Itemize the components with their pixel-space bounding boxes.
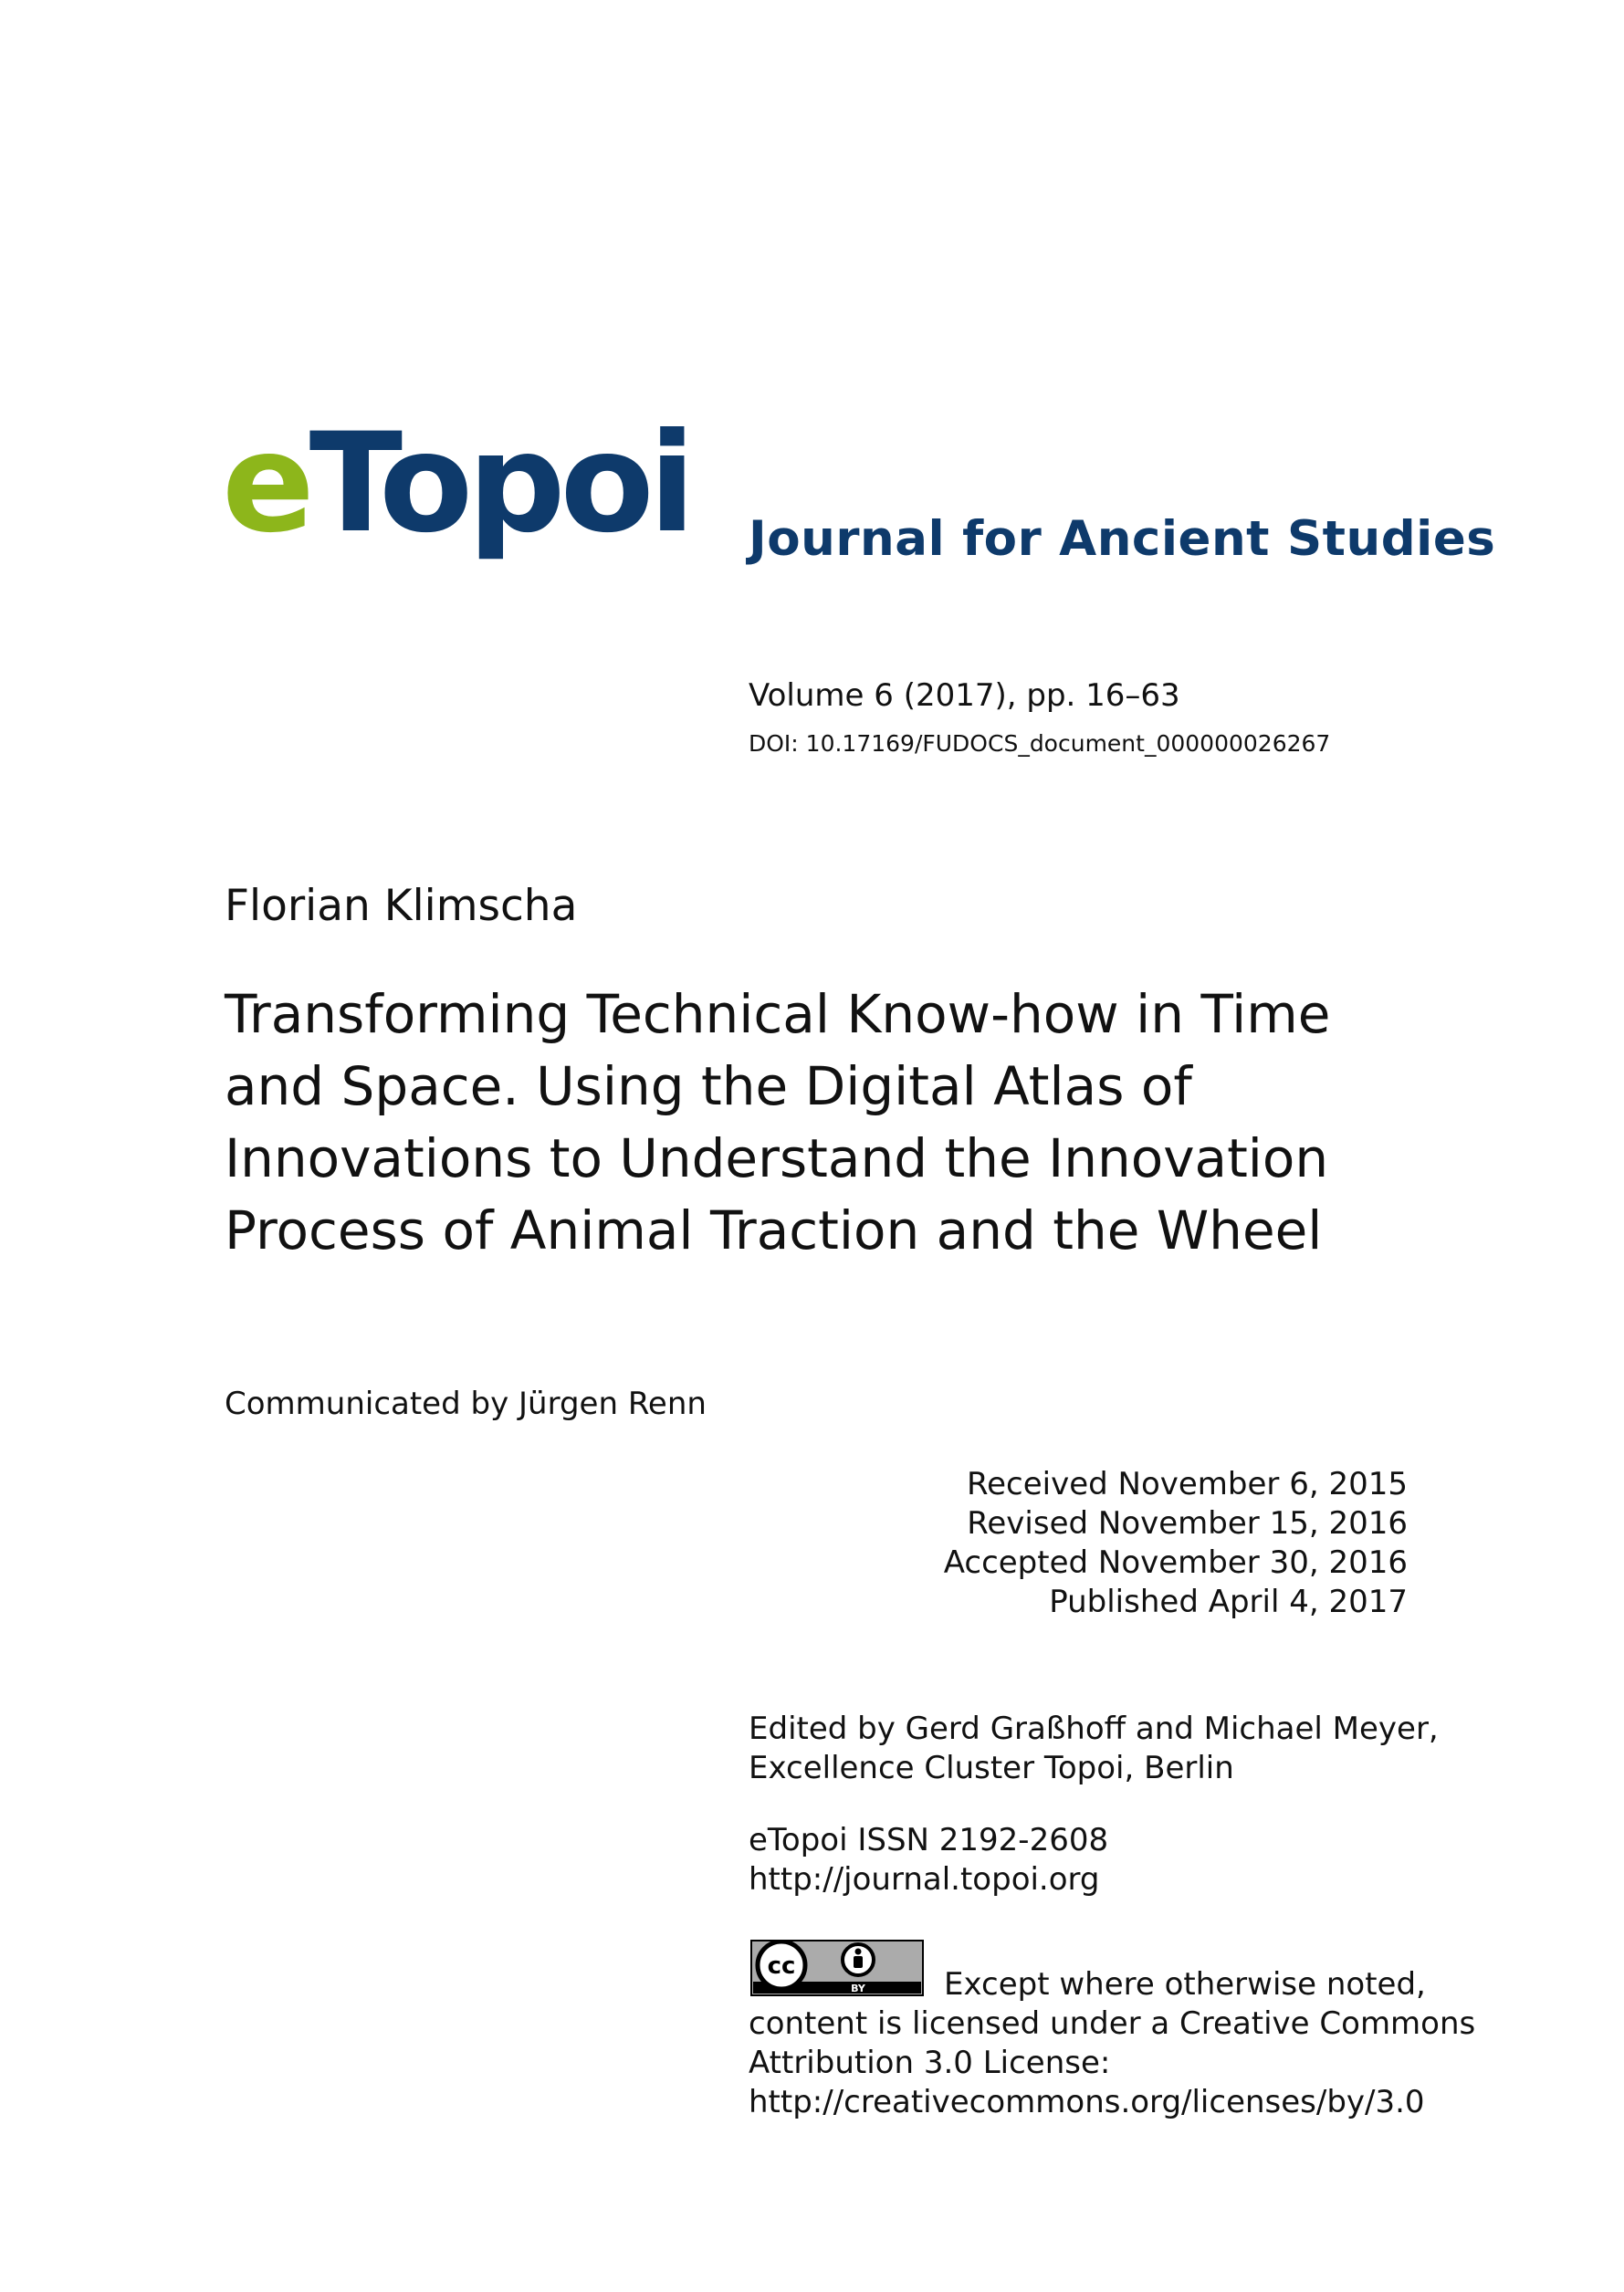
title-line: and Space. Using the Digital Atlas of	[225, 1055, 1192, 1117]
issn-line: eTopoi ISSN 2192-2608	[749, 1822, 1109, 1858]
issn-block	[749, 1821, 1108, 1900]
etopoi-logo	[222, 404, 691, 563]
doi-line: DOI: 10.17169/FUDOCS_document_000000026267	[749, 730, 1331, 757]
by-badge-label: BY	[851, 1983, 865, 1994]
editors-line: Excellence Cluster Topoi, Berlin	[749, 1750, 1234, 1786]
date-revised: Revised November 15, 2016	[967, 1505, 1408, 1542]
license-url[interactable]: http://creativecommons.org/licenses/by/3.0	[749, 2084, 1425, 2120]
article-title	[225, 979, 1439, 1267]
editors-block	[749, 1710, 1439, 1788]
logo-e: e	[222, 404, 309, 563]
title-line: Transforming Technical Know-how in Time	[225, 983, 1331, 1045]
volume-line: Volume 6 (2017), pp. 16–63	[749, 677, 1180, 714]
license-line: content is licensed under a Creative Commons	[749, 2005, 1476, 2042]
license-block	[749, 1965, 1479, 2122]
date-received: Received November 6, 2015	[967, 1466, 1408, 1502]
license-line: Except where otherwise noted,	[944, 1966, 1426, 2003]
date-accepted: Accepted November 30, 2016	[943, 1544, 1408, 1581]
journal-url[interactable]: http://journal.topoi.org	[749, 1861, 1100, 1898]
title-line: Innovations to Understand the Innovation	[225, 1127, 1329, 1189]
license-line: Attribution 3.0 License:	[749, 2045, 1111, 2081]
author-name: Florian Klimscha	[225, 881, 578, 931]
date-published: Published April 4, 2017	[1049, 1584, 1408, 1620]
journal-subtitle: Journal for Ancient Studies	[749, 511, 1496, 567]
logo-topoi: Topoi	[309, 404, 691, 563]
communicated-by: Communicated by Jürgen Renn	[225, 1386, 707, 1422]
title-line: Process of Animal Traction and the Wheel	[225, 1199, 1323, 1261]
editors-line: Edited by Gerd Graßhoff and Michael Meyer,	[749, 1711, 1439, 1747]
cc-badge-label: cc	[767, 1952, 796, 1980]
publication-dates	[944, 1465, 1408, 1622]
